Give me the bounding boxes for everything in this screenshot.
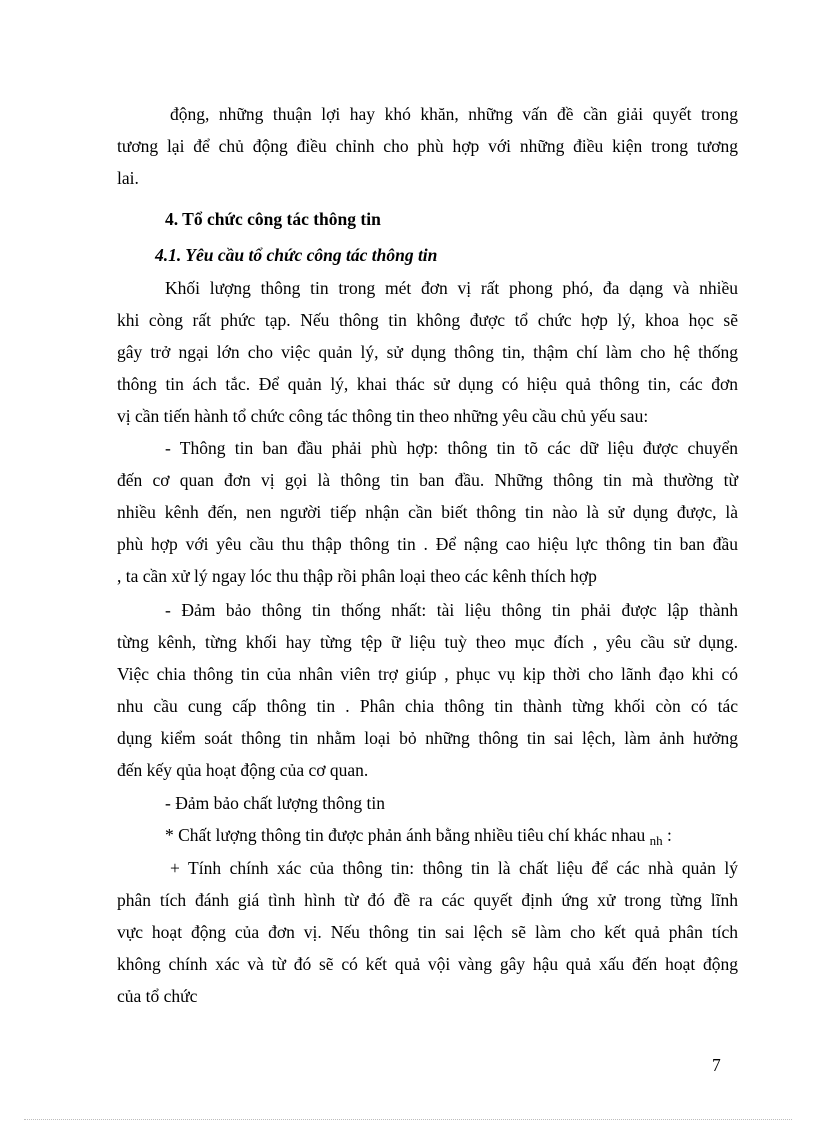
text-line: lai. [117, 168, 139, 188]
text-span: * Chất lượng thông tin được phản ánh bằng nhiều tiêu chí khác nhau [165, 825, 646, 845]
page-number: 7 [712, 1055, 721, 1075]
text-line: phân tích đánh giá tình hình từ đó đề ra các quyết định ứng xử trong từng lĩnh [117, 890, 738, 910]
text-line: thông tin ách tắc. Để quản lý, khai thác sử dụng có hiệu quả thông tin, các đơn [117, 374, 738, 394]
text-line: vị cần tiến hành tổ chức công tác thông tin theo những yêu cầu chủ yếu sau: [117, 406, 649, 426]
text-line: , ta cần xử lý ngay lóc thu thập rồi phân loại theo các kênh thích hợp [117, 566, 597, 586]
text-line: không chính xác và từ đó sẽ có kết quả vội vàng gây hậu quả xấu đến hoạt động [117, 954, 738, 974]
text-line: + Tính chính xác của thông tin: thông tin là chất liệu để các nhà quản lý [170, 858, 738, 878]
text-line-criteria [165, 823, 672, 853]
subsection-heading: 4.1. Yêu cầu tổ chức công tác thông tin [155, 245, 438, 265]
colon-text: : [666, 825, 672, 845]
text-line: từng kênh, từng khối hay từng tệp ữ liệu tuỳ theo mục đích , yêu cầu sử dụng. [117, 632, 738, 652]
text-line: - Đảm bảo thông tin thống nhất: tài liệu thông tin phải được lập thành [165, 600, 738, 620]
footer-divider [24, 1119, 792, 1120]
text-line: - Đảm bảo chất lượng thông tin [165, 793, 385, 813]
text-line: động, những thuận lợi hay khó khăn, những vấn đề cần giải quyết trong [170, 104, 738, 124]
text-line: Khối lượng thông tin trong mét đơn vị rất phong phó, đa dạng và nhiều [165, 278, 738, 298]
text-line: vực hoạt động của đơn vị. Nếu thông tin sai lệch sẽ làm cho kết quả phân tích [117, 922, 738, 942]
subscript-text: nh [649, 833, 663, 848]
text-line: khi còng rất phức tạp. Nếu thông tin không được tổ chức hợp lý, khoa học sẽ [117, 310, 738, 330]
text-line: phù hợp với yêu cầu thu thập thông tin . Để nậng cao hiệu lực thông tin ban đầu [117, 534, 738, 554]
text-line: Việc chia thông tin của nhân viên trợ giúp , phục vụ kịp thời cho lãnh đạo khi có [117, 664, 738, 684]
text-line: gây trở ngại lớn cho việc quản lý, sử dụng thông tin, thậm chí làm cho hệ thống [117, 342, 738, 362]
text-line: đến cơ quan đơn vị gọi là thông tin ban đầu. Những thông tin mà thường từ [117, 470, 738, 490]
text-line: tương lại để chủ động điều chỉnh cho phù hợp với những điều kiện trong tương [117, 136, 738, 156]
text-line: - Thông tin ban đầu phải phù hợp: thông tin tõ các dữ liệu được chuyển [165, 438, 738, 458]
text-line: đến kếy qủa hoạt động của cơ quan. [117, 760, 369, 780]
text-line: nhu cầu cung cấp thông tin . Phân chia thông tin thành từng khối còn có tác [117, 696, 738, 716]
text-line: của tổ chức [117, 986, 198, 1006]
section-heading: 4. Tổ chức công tác thông tin [165, 209, 381, 229]
text-line: nhiều kênh đến, nen người tiếp nhận cần biết thông tin nào là sử dụng được, là [117, 502, 738, 522]
text-line: dụng kiểm soát thông tin nhằm loại bỏ những thông tin sai lệch, làm ảnh hưởng [117, 728, 738, 748]
